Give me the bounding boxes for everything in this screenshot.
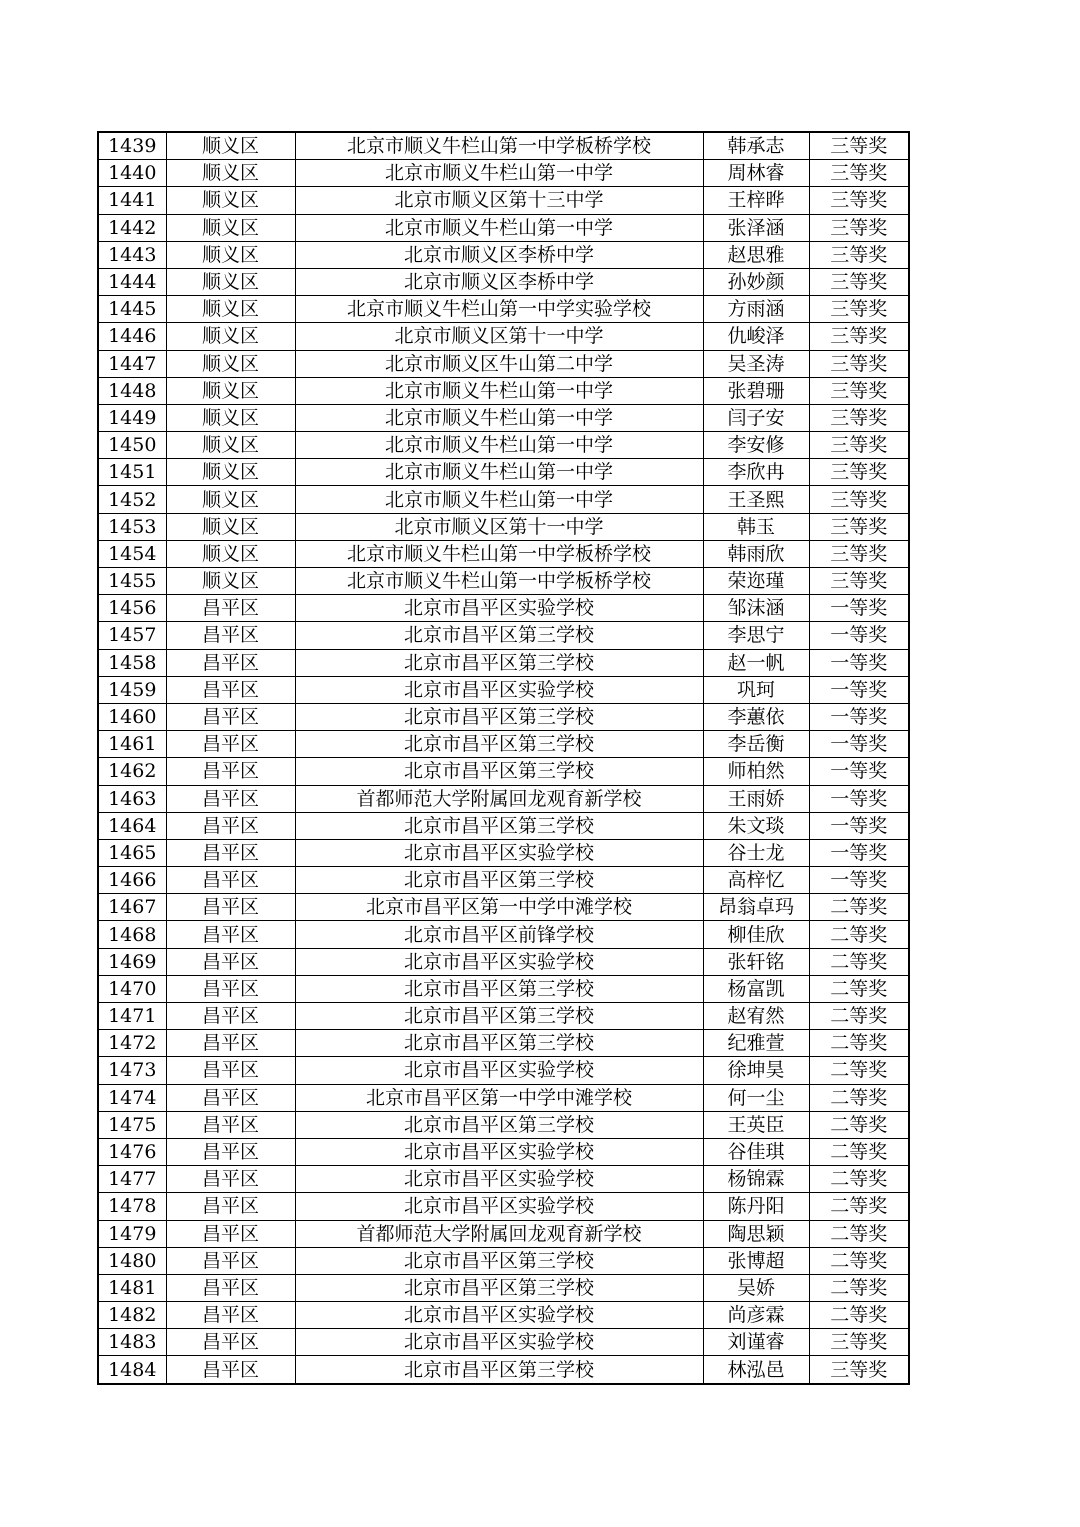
row-number-cell: 1444 — [98, 268, 166, 295]
award-level-cell: 二等奖 — [809, 1057, 909, 1084]
award-level-cell: 一等奖 — [809, 595, 909, 622]
school-name-cell: 北京市昌平区实验学校 — [295, 1057, 703, 1084]
school-name-cell: 北京市顺义牛栏山第一中学 — [295, 377, 703, 404]
school-name-cell: 北京市昌平区实验学校 — [295, 1138, 703, 1165]
school-name-cell: 北京市昌平区实验学校 — [295, 595, 703, 622]
row-number-cell: 1445 — [98, 296, 166, 323]
table-row — [98, 377, 909, 404]
award-level-cell: 二等奖 — [809, 1166, 909, 1193]
student-name-cell: 徐坤昊 — [703, 1057, 809, 1084]
school-name-cell: 北京市昌平区第三学校 — [295, 975, 703, 1002]
award-level-cell: 二等奖 — [809, 1111, 909, 1138]
school-name-cell: 北京市顺义区第十三中学 — [295, 187, 703, 214]
table-row — [98, 1302, 909, 1329]
district-cell: 昌平区 — [166, 1302, 295, 1329]
school-name-cell: 北京市昌平区第一中学中滩学校 — [295, 894, 703, 921]
student-name-cell: 孙妙颜 — [703, 268, 809, 295]
row-number-cell: 1442 — [98, 214, 166, 241]
row-number-cell: 1468 — [98, 921, 166, 948]
student-name-cell: 李安修 — [703, 432, 809, 459]
student-name-cell: 师柏然 — [703, 758, 809, 785]
student-name-cell: 李岳衡 — [703, 731, 809, 758]
table-row — [98, 1057, 909, 1084]
award-level-cell: 三等奖 — [809, 1356, 909, 1384]
school-name-cell: 北京市昌平区第三学校 — [295, 622, 703, 649]
table-row — [98, 1084, 909, 1111]
district-cell: 顺义区 — [166, 160, 295, 187]
row-number-cell: 1479 — [98, 1220, 166, 1247]
row-number-cell: 1471 — [98, 1003, 166, 1030]
district-cell: 昌平区 — [166, 785, 295, 812]
award-level-cell: 二等奖 — [809, 1084, 909, 1111]
row-number-cell: 1478 — [98, 1193, 166, 1220]
student-name-cell: 仇峻泽 — [703, 323, 809, 350]
district-cell: 顺义区 — [166, 377, 295, 404]
table-row — [98, 649, 909, 676]
student-name-cell: 刘谨睿 — [703, 1329, 809, 1356]
row-number-cell: 1448 — [98, 377, 166, 404]
award-level-cell: 一等奖 — [809, 839, 909, 866]
award-level-cell: 三等奖 — [809, 432, 909, 459]
district-cell: 昌平区 — [166, 703, 295, 730]
student-name-cell: 张碧珊 — [703, 377, 809, 404]
student-name-cell: 朱文琰 — [703, 812, 809, 839]
row-number-cell: 1465 — [98, 839, 166, 866]
table-row — [98, 785, 909, 812]
row-number-cell: 1459 — [98, 676, 166, 703]
row-number-cell: 1458 — [98, 649, 166, 676]
award-level-cell: 二等奖 — [809, 1220, 909, 1247]
student-name-cell: 陈丹阳 — [703, 1193, 809, 1220]
award-level-cell: 三等奖 — [809, 459, 909, 486]
district-cell: 顺义区 — [166, 187, 295, 214]
row-number-cell: 1467 — [98, 894, 166, 921]
row-number-cell: 1463 — [98, 785, 166, 812]
district-cell: 昌平区 — [166, 758, 295, 785]
district-cell: 昌平区 — [166, 1329, 295, 1356]
row-number-cell: 1475 — [98, 1111, 166, 1138]
table-row — [98, 404, 909, 431]
school-name-cell: 北京市昌平区前锋学校 — [295, 921, 703, 948]
award-level-cell: 二等奖 — [809, 975, 909, 1002]
award-level-cell: 二等奖 — [809, 1302, 909, 1329]
district-cell: 昌平区 — [166, 1030, 295, 1057]
district-cell: 昌平区 — [166, 1247, 295, 1274]
school-name-cell: 首都师范大学附属回龙观育新学校 — [295, 1220, 703, 1247]
row-number-cell: 1476 — [98, 1138, 166, 1165]
district-cell: 顺义区 — [166, 540, 295, 567]
award-level-cell: 一等奖 — [809, 785, 909, 812]
district-cell: 昌平区 — [166, 1166, 295, 1193]
award-level-cell: 三等奖 — [809, 540, 909, 567]
award-level-cell: 二等奖 — [809, 1030, 909, 1057]
table-row — [98, 486, 909, 513]
student-name-cell: 闫子安 — [703, 404, 809, 431]
award-level-cell: 三等奖 — [809, 350, 909, 377]
award-level-cell: 二等奖 — [809, 1193, 909, 1220]
row-number-cell: 1443 — [98, 241, 166, 268]
district-cell: 昌平区 — [166, 839, 295, 866]
school-name-cell: 北京市顺义牛栏山第一中学实验学校 — [295, 296, 703, 323]
award-level-cell: 二等奖 — [809, 1138, 909, 1165]
table-row — [98, 1247, 909, 1274]
student-name-cell: 赵思雅 — [703, 241, 809, 268]
table-row — [98, 975, 909, 1002]
table-row — [98, 1356, 909, 1384]
table-row — [98, 1220, 909, 1247]
school-name-cell: 北京市昌平区实验学校 — [295, 1302, 703, 1329]
district-cell: 昌平区 — [166, 1356, 295, 1384]
award-level-cell: 一等奖 — [809, 649, 909, 676]
student-name-cell: 尚彦霖 — [703, 1302, 809, 1329]
table-row — [98, 921, 909, 948]
district-cell: 昌平区 — [166, 622, 295, 649]
school-name-cell: 北京市昌平区第三学校 — [295, 731, 703, 758]
student-name-cell: 王雨娇 — [703, 785, 809, 812]
award-level-cell: 三等奖 — [809, 377, 909, 404]
school-name-cell: 北京市昌平区第三学校 — [295, 867, 703, 894]
table-row — [98, 758, 909, 785]
district-cell: 顺义区 — [166, 513, 295, 540]
table-row — [98, 948, 909, 975]
award-level-cell: 二等奖 — [809, 894, 909, 921]
school-name-cell: 北京市顺义牛栏山第一中学 — [295, 432, 703, 459]
school-name-cell: 北京市昌平区实验学校 — [295, 1329, 703, 1356]
row-number-cell: 1464 — [98, 812, 166, 839]
student-name-cell: 荣迩瑾 — [703, 568, 809, 595]
school-name-cell: 北京市昌平区第三学校 — [295, 1247, 703, 1274]
table-row — [98, 1166, 909, 1193]
district-cell: 昌平区 — [166, 1138, 295, 1165]
row-number-cell: 1454 — [98, 540, 166, 567]
school-name-cell: 首都师范大学附属回龙观育新学校 — [295, 785, 703, 812]
table-row — [98, 513, 909, 540]
row-number-cell: 1461 — [98, 731, 166, 758]
table-row — [98, 187, 909, 214]
table-row — [98, 622, 909, 649]
award-level-cell: 三等奖 — [809, 268, 909, 295]
row-number-cell: 1462 — [98, 758, 166, 785]
district-cell: 顺义区 — [166, 323, 295, 350]
school-name-cell: 北京市顺义区李桥中学 — [295, 241, 703, 268]
district-cell: 昌平区 — [166, 921, 295, 948]
student-name-cell: 李蕙依 — [703, 703, 809, 730]
row-number-cell: 1457 — [98, 622, 166, 649]
table-row — [98, 595, 909, 622]
student-name-cell: 何一尘 — [703, 1084, 809, 1111]
award-level-cell: 三等奖 — [809, 568, 909, 595]
student-name-cell: 韩承志 — [703, 132, 809, 160]
row-number-cell: 1456 — [98, 595, 166, 622]
award-level-cell: 三等奖 — [809, 323, 909, 350]
district-cell: 顺义区 — [166, 432, 295, 459]
award-level-cell: 一等奖 — [809, 867, 909, 894]
award-level-cell: 一等奖 — [809, 758, 909, 785]
award-level-cell: 三等奖 — [809, 404, 909, 431]
student-name-cell: 谷士龙 — [703, 839, 809, 866]
student-name-cell: 吴娇 — [703, 1274, 809, 1301]
district-cell: 顺义区 — [166, 568, 295, 595]
student-name-cell: 杨锦霖 — [703, 1166, 809, 1193]
table-row — [98, 894, 909, 921]
award-list-table — [97, 131, 910, 1385]
school-name-cell: 北京市顺义区牛山第二中学 — [295, 350, 703, 377]
row-number-cell: 1481 — [98, 1274, 166, 1301]
school-name-cell: 北京市顺义区第十一中学 — [295, 513, 703, 540]
district-cell: 顺义区 — [166, 350, 295, 377]
table-row — [98, 268, 909, 295]
student-name-cell: 昂翁卓玛 — [703, 894, 809, 921]
school-name-cell: 北京市顺义牛栏山第一中学 — [295, 214, 703, 241]
school-name-cell: 北京市顺义牛栏山第一中学板桥学校 — [295, 540, 703, 567]
school-name-cell: 北京市昌平区第三学校 — [295, 1274, 703, 1301]
award-level-cell: 三等奖 — [809, 214, 909, 241]
table-row — [98, 132, 909, 160]
table-row — [98, 1274, 909, 1301]
table-row — [98, 731, 909, 758]
row-number-cell: 1439 — [98, 132, 166, 160]
award-level-cell: 三等奖 — [809, 160, 909, 187]
row-number-cell: 1474 — [98, 1084, 166, 1111]
row-number-cell: 1455 — [98, 568, 166, 595]
row-number-cell: 1470 — [98, 975, 166, 1002]
school-name-cell: 北京市昌平区实验学校 — [295, 839, 703, 866]
school-name-cell: 北京市昌平区第三学校 — [295, 758, 703, 785]
row-number-cell: 1460 — [98, 703, 166, 730]
table-row — [98, 241, 909, 268]
district-cell: 昌平区 — [166, 894, 295, 921]
table-row — [98, 703, 909, 730]
student-name-cell: 王英臣 — [703, 1111, 809, 1138]
district-cell: 昌平区 — [166, 1193, 295, 1220]
school-name-cell: 北京市顺义区第十一中学 — [295, 323, 703, 350]
district-cell: 顺义区 — [166, 132, 295, 160]
table-row — [98, 432, 909, 459]
row-number-cell: 1472 — [98, 1030, 166, 1057]
district-cell: 顺义区 — [166, 486, 295, 513]
district-cell: 昌平区 — [166, 595, 295, 622]
table-row — [98, 214, 909, 241]
student-name-cell: 赵宥然 — [703, 1003, 809, 1030]
student-name-cell: 高梓忆 — [703, 867, 809, 894]
row-number-cell: 1477 — [98, 1166, 166, 1193]
district-cell: 昌平区 — [166, 812, 295, 839]
row-number-cell: 1447 — [98, 350, 166, 377]
school-name-cell: 北京市昌平区实验学校 — [295, 1166, 703, 1193]
table-row — [98, 812, 909, 839]
row-number-cell: 1450 — [98, 432, 166, 459]
row-number-cell: 1440 — [98, 160, 166, 187]
school-name-cell: 北京市昌平区实验学校 — [295, 948, 703, 975]
table-row — [98, 1138, 909, 1165]
table-row — [98, 1329, 909, 1356]
district-cell: 昌平区 — [166, 948, 295, 975]
school-name-cell: 北京市昌平区实验学校 — [295, 676, 703, 703]
table-row — [98, 676, 909, 703]
row-number-cell: 1466 — [98, 867, 166, 894]
row-number-cell: 1482 — [98, 1302, 166, 1329]
student-name-cell: 方雨涵 — [703, 296, 809, 323]
school-name-cell: 北京市顺义牛栏山第一中学 — [295, 459, 703, 486]
award-list-body — [98, 132, 909, 1384]
school-name-cell: 北京市昌平区第三学校 — [295, 1030, 703, 1057]
district-cell: 昌平区 — [166, 1003, 295, 1030]
student-name-cell: 韩雨欣 — [703, 540, 809, 567]
district-cell: 昌平区 — [166, 1084, 295, 1111]
student-name-cell: 周林睿 — [703, 160, 809, 187]
student-name-cell: 李欣冉 — [703, 459, 809, 486]
student-name-cell: 王梓晔 — [703, 187, 809, 214]
student-name-cell: 林泓邑 — [703, 1356, 809, 1384]
district-cell: 昌平区 — [166, 975, 295, 1002]
school-name-cell: 北京市昌平区第三学校 — [295, 1111, 703, 1138]
district-cell: 昌平区 — [166, 676, 295, 703]
student-name-cell: 张轩铭 — [703, 948, 809, 975]
student-name-cell: 纪雅萱 — [703, 1030, 809, 1057]
row-number-cell: 1441 — [98, 187, 166, 214]
student-name-cell: 杨富凯 — [703, 975, 809, 1002]
award-level-cell: 三等奖 — [809, 486, 909, 513]
school-name-cell: 北京市昌平区实验学校 — [295, 1193, 703, 1220]
table-row — [98, 459, 909, 486]
row-number-cell: 1453 — [98, 513, 166, 540]
award-level-cell: 二等奖 — [809, 1003, 909, 1030]
row-number-cell: 1473 — [98, 1057, 166, 1084]
row-number-cell: 1451 — [98, 459, 166, 486]
student-name-cell: 赵一帆 — [703, 649, 809, 676]
school-name-cell: 北京市顺义区李桥中学 — [295, 268, 703, 295]
district-cell: 顺义区 — [166, 459, 295, 486]
student-name-cell: 邹沫涵 — [703, 595, 809, 622]
district-cell: 昌平区 — [166, 649, 295, 676]
table-row — [98, 867, 909, 894]
award-level-cell: 二等奖 — [809, 1247, 909, 1274]
row-number-cell: 1452 — [98, 486, 166, 513]
table-row — [98, 839, 909, 866]
table-row — [98, 1111, 909, 1138]
row-number-cell: 1483 — [98, 1329, 166, 1356]
award-level-cell: 一等奖 — [809, 703, 909, 730]
award-level-cell: 二等奖 — [809, 948, 909, 975]
row-number-cell: 1446 — [98, 323, 166, 350]
table-row — [98, 350, 909, 377]
table-row — [98, 160, 909, 187]
student-name-cell: 张博超 — [703, 1247, 809, 1274]
district-cell: 昌平区 — [166, 1220, 295, 1247]
district-cell: 昌平区 — [166, 1274, 295, 1301]
award-level-cell: 一等奖 — [809, 812, 909, 839]
table-row — [98, 323, 909, 350]
school-name-cell: 北京市顺义牛栏山第一中学板桥学校 — [295, 132, 703, 160]
student-name-cell: 陶思颖 — [703, 1220, 809, 1247]
row-number-cell: 1449 — [98, 404, 166, 431]
district-cell: 昌平区 — [166, 867, 295, 894]
award-level-cell: 三等奖 — [809, 132, 909, 160]
student-name-cell: 李思宁 — [703, 622, 809, 649]
row-number-cell: 1480 — [98, 1247, 166, 1274]
district-cell: 昌平区 — [166, 1111, 295, 1138]
student-name-cell: 谷佳琪 — [703, 1138, 809, 1165]
table-row — [98, 1030, 909, 1057]
school-name-cell: 北京市顺义牛栏山第一中学 — [295, 486, 703, 513]
award-level-cell: 二等奖 — [809, 1274, 909, 1301]
school-name-cell: 北京市昌平区第三学校 — [295, 1003, 703, 1030]
school-name-cell: 北京市昌平区第一中学中滩学校 — [295, 1084, 703, 1111]
table-row — [98, 1003, 909, 1030]
student-name-cell: 柳佳欣 — [703, 921, 809, 948]
table-row — [98, 296, 909, 323]
school-name-cell: 北京市昌平区第三学校 — [295, 1356, 703, 1384]
district-cell: 昌平区 — [166, 731, 295, 758]
student-name-cell: 张泽涵 — [703, 214, 809, 241]
school-name-cell: 北京市顺义牛栏山第一中学 — [295, 160, 703, 187]
award-level-cell: 一等奖 — [809, 676, 909, 703]
school-name-cell: 北京市昌平区第三学校 — [295, 812, 703, 839]
award-level-cell: 三等奖 — [809, 513, 909, 540]
school-name-cell: 北京市昌平区第三学校 — [295, 649, 703, 676]
award-level-cell: 一等奖 — [809, 731, 909, 758]
award-level-cell: 三等奖 — [809, 1329, 909, 1356]
district-cell: 顺义区 — [166, 268, 295, 295]
school-name-cell: 北京市顺义牛栏山第一中学板桥学校 — [295, 568, 703, 595]
award-level-cell: 三等奖 — [809, 241, 909, 268]
table-row — [98, 540, 909, 567]
row-number-cell: 1469 — [98, 948, 166, 975]
school-name-cell: 北京市昌平区第三学校 — [295, 703, 703, 730]
award-level-cell: 一等奖 — [809, 622, 909, 649]
table-row — [98, 1193, 909, 1220]
district-cell: 顺义区 — [166, 296, 295, 323]
student-name-cell: 吴圣涛 — [703, 350, 809, 377]
school-name-cell: 北京市顺义牛栏山第一中学 — [295, 404, 703, 431]
table-row — [98, 568, 909, 595]
student-name-cell: 韩玉 — [703, 513, 809, 540]
district-cell: 顺义区 — [166, 241, 295, 268]
row-number-cell: 1484 — [98, 1356, 166, 1384]
district-cell: 昌平区 — [166, 1057, 295, 1084]
award-level-cell: 二等奖 — [809, 921, 909, 948]
award-level-cell: 三等奖 — [809, 296, 909, 323]
district-cell: 顺义区 — [166, 214, 295, 241]
student-name-cell: 巩珂 — [703, 676, 809, 703]
student-name-cell: 王圣熙 — [703, 486, 809, 513]
award-level-cell: 三等奖 — [809, 187, 909, 214]
district-cell: 顺义区 — [166, 404, 295, 431]
